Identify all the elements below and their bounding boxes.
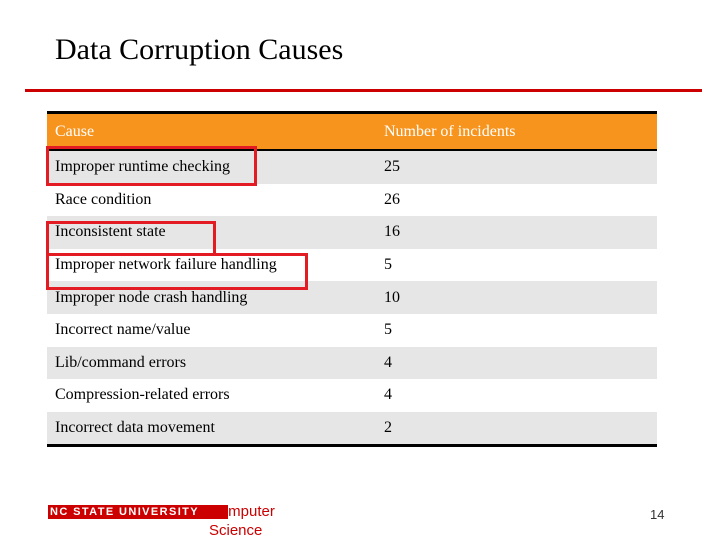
cause-cell: Compression-related errors bbox=[55, 386, 230, 404]
count-cell: 4 bbox=[384, 353, 392, 371]
table-row bbox=[47, 314, 657, 347]
count-cell: 5 bbox=[384, 256, 392, 274]
count-cell: 5 bbox=[384, 321, 392, 339]
table-row bbox=[47, 281, 657, 314]
count-cell: 2 bbox=[384, 419, 392, 437]
cause-cell: Improper runtime checking bbox=[55, 158, 231, 176]
table-row bbox=[47, 249, 657, 282]
title-divider bbox=[25, 89, 702, 92]
university-logo: NC STATE UNIVERSITY bbox=[48, 505, 228, 519]
table-row bbox=[47, 347, 657, 380]
count-cell: 26 bbox=[384, 190, 400, 208]
slide-title: Data Corruption Causes bbox=[55, 33, 344, 66]
incidents-table bbox=[47, 111, 657, 447]
header-cause: Cause bbox=[55, 122, 95, 140]
table-row bbox=[47, 151, 657, 184]
cause-cell: Incorrect data movement bbox=[55, 419, 215, 437]
table-header-row bbox=[47, 114, 657, 151]
cause-cell: Inconsistent state bbox=[55, 223, 166, 241]
table-row bbox=[47, 379, 657, 412]
cause-cell: Improper node crash handling bbox=[55, 288, 248, 306]
cause-cell: Lib/command errors bbox=[55, 353, 187, 371]
table-row bbox=[47, 412, 657, 445]
page-number: 14 bbox=[650, 507, 665, 522]
table-row bbox=[47, 184, 657, 217]
cause-cell: Incorrect name/value bbox=[55, 321, 191, 339]
department-label bbox=[209, 502, 275, 540]
count-cell: 16 bbox=[384, 223, 400, 241]
count-cell: 25 bbox=[384, 158, 400, 176]
count-cell: 10 bbox=[384, 288, 400, 306]
department-line-1: Computer bbox=[209, 503, 275, 520]
cause-cell: Improper network failure handling bbox=[55, 256, 277, 274]
count-cell: 4 bbox=[384, 386, 392, 404]
table-row bbox=[47, 216, 657, 249]
department-line-2: Science bbox=[209, 522, 263, 539]
cause-cell: Race condition bbox=[55, 190, 152, 208]
header-incidents: Number of incidents bbox=[384, 122, 516, 140]
